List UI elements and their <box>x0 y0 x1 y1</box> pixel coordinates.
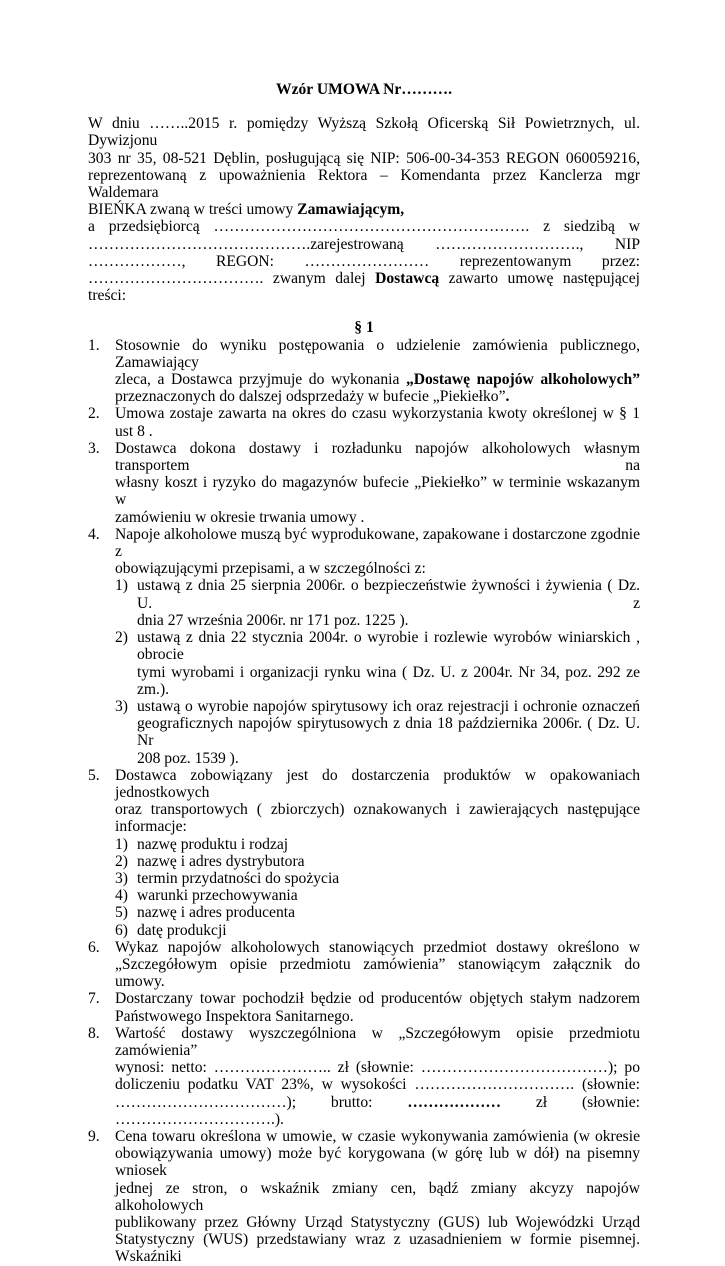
document-page <box>88 81 640 1266</box>
sub-item: 1) ustawą z dnia 25 sierpnia 2006r. o bezpieczeństwie żywności i żywienia ( Dz. U. z dnia 27 września 2006r. nr 171 poz. 1225 ). <box>115 577 640 629</box>
intro-line: a przedsiębiorcą ……………………………………………………. z siedzibą w <box>88 218 640 236</box>
clause-number: 7. <box>88 990 100 1008</box>
clause-item: 5. Dostawca zobowiązany jest do dostarczenia produktów w opakowaniach jednostkowych oraz transportowych ( zbiorczych) oznakowanych i zawierających następujące informacje: 1) nazwę produktu i rodzaj 2) nazwę i adres dystrybutora 3) termin przydatności do spożycia 4) warunki przechowywania 5) nazwę i adres producenta 6) datę produkcji <box>88 766 640 939</box>
clause-item: 6. Wykaz napojów alkoholowych stanowiących przedmiot dostawy określono w „Szczegółowym opisie przedmiotu zamówienia” stanowiącym załącznik do umowy. <box>88 938 640 991</box>
sub-number: 4) <box>115 887 128 905</box>
clause-number: 1. <box>88 336 100 354</box>
clause-number: 9. <box>88 1127 100 1145</box>
intro-line: BIEŃKA zwaną w treści umowy Zamawiającym, <box>88 201 405 219</box>
clause-number: 3. <box>88 439 100 457</box>
clause-item: 8. Wartość dostawy wyszczególniona w „Szczegółowym opisie przedmiotu zamówienia” wynosi: netto: ………………….. zł (słownie: ………………………………); po doliczeniu podatku VAT 23%, w wysokości …………………………. (słownie: ……………………………); brutto: ……………… zł (słownie: ………………………….). <box>88 1024 640 1128</box>
sub-item: 3) ustawą o wyrobie napojów spirytusowy ich oraz rejestracji i ochronie oznaczeń geograficznych napojów spirytusowych z dnia 18 października 2006r. ( Dz. U. Nr 208 poz. 1539 ). <box>115 697 640 767</box>
section-heading: § 1 <box>354 319 374 337</box>
clause-number: 4. <box>88 525 100 543</box>
party-name-supplier: Dostawcą <box>375 270 440 288</box>
party-name-buyer: Zamawiającym, <box>297 201 405 219</box>
sub-number: 3) <box>115 697 128 715</box>
sub-number: 1) <box>115 835 128 853</box>
intro-paragraph <box>88 115 640 304</box>
clause-item: 4. Napoje alkoholowe muszą być wyprodukowane, zapakowane i dostarczone zgodnie z obowiązującymi przepisami, a w szczególności z: 1) ustawą z dnia 25 sierpnia 2006r. o bezpieczeństwie żywności i żywienia ( Dz. U. z dnia 27 września 2006r. nr 171 poz. 1225 ). 2) ustawą z dnia 22 stycznia 2004r. o wyrobie i rozlewie wyrobów winiarskich , obrocie tymi wyrobami i organizacji rynku wina ( Dz. U. z 2004r. Nr 34, poz. 292 ze zm.). 3) ustawą o wyrobie napojów spirytusowy ich oraz rejestracji i ochronie oznaczeń geograficznych napojów spirytusowych z dnia 18 października 2006r. ( Dz. U. Nr 208 poz. 1539 ). <box>88 525 640 767</box>
clause-item: 7. Dostarczany towar pochodził będzie od producentów objętych stałym nadzorem Państwowego Inspektora Sanitarnego. <box>88 990 640 1025</box>
intro-line: …………………………………….zarejestrowaną ………………………., NIP <box>88 235 640 253</box>
clause-number: 5. <box>88 766 100 784</box>
sub-number: 3) <box>115 869 128 887</box>
sub-number: 2) <box>115 629 128 647</box>
clause-list <box>88 337 640 1266</box>
sub-item: 3) termin przydatności do spożycia <box>115 869 340 887</box>
gross-amount-blank: ……………… <box>407 1093 501 1111</box>
clause-number: 6. <box>88 938 100 956</box>
intro-line: 303 nr 35, 08-521 Dęblin, posługującą się NIP: 506-00-34-353 REGON 060059216, <box>88 149 640 167</box>
intro-line: reprezentowaną z upoważnienia Rektora – Komendanta przez Kanclerza mgr Waldemara <box>88 166 640 202</box>
clause-item: 1. Stosownie do wyniku postępowania o udzielenie zamówienia publicznego, Zamawiający zleca, a Dostawca przyjmuje do wykonania „Dostawę napojów alkoholowych” przeznaczonych do dalszej odsprzedaży w bufecie „Piekiełko”. <box>88 336 640 406</box>
sub-list <box>115 577 640 766</box>
sub-item: 6) datę produkcji <box>115 921 227 939</box>
clause-number: 2. <box>88 405 100 423</box>
sub-item: 2) ustawą z dnia 22 stycznia 2004r. o wyrobie i rozlewie wyrobów winiarskich , obrocie tymi wyrobami i organizacji rynku wina ( Dz. U. z 2004r. Nr 34, poz. 292 ze zm.). <box>115 629 640 698</box>
document-title: Wzór UMOWA Nr………. <box>276 81 452 98</box>
clause-item: 2. Umowa zostaje zawarta na okres do czasu wykorzystania kwoty określonej w § 1 ust 8 . <box>88 405 640 440</box>
subject-of-contract: „Dostawę napojów alkoholowych” <box>405 371 640 389</box>
sub-list <box>115 836 640 939</box>
sub-item: 5) nazwę i adres producenta <box>115 904 296 922</box>
sub-number: 1) <box>115 577 128 595</box>
clause-number: 8. <box>88 1024 100 1042</box>
sub-item: 4) warunki przechowywania <box>115 887 298 905</box>
sub-number: 6) <box>115 921 128 939</box>
sub-item: 1) nazwę produktu i rodzaj <box>115 835 289 853</box>
intro-line: ………………, REGON: …………………… reprezentowanym przez: <box>88 252 640 270</box>
clause-item: 9. Cena towaru określona w umowie, w czasie wykonywania zamówienia (w okresie obowiązywania umowy) może być korygowana (w górę lub w dół) na pisemny wniosek jednej ze stron, o wskaźnik zmiany cen, bądź zmiany akcyzy napojów alkoholowych publikowany przez Główny Urząd Statystyczny (GUS) lub Wojewódzki Urząd Statystyczny (WUS) przedstawiany wraz z uzasadnieniem w formie pisemnej. Wskaźniki <box>88 1127 640 1266</box>
sub-number: 2) <box>115 852 128 870</box>
sub-item: 2) nazwę i adres dystrybutora <box>115 852 305 870</box>
clause-item: 3. Dostawca dokona dostawy i rozładunku napojów alkoholowych własnym transportem na własny koszt i ryzyko do magazynów bufecie „Piekiełko” w terminie wskazanym w zamówieniu w okresie trwania umowy . <box>88 439 640 526</box>
intro-line: ……………………………. zwanym dalej Dostawcą zawarto umowę następującej treści: <box>88 270 640 305</box>
intro-line: W dniu ……..2015 r. pomiędzy Wyższą Szkołą Oficerską Sił Powietrznych, ul. Dywizjonu <box>88 115 640 150</box>
sub-number: 5) <box>115 904 128 922</box>
